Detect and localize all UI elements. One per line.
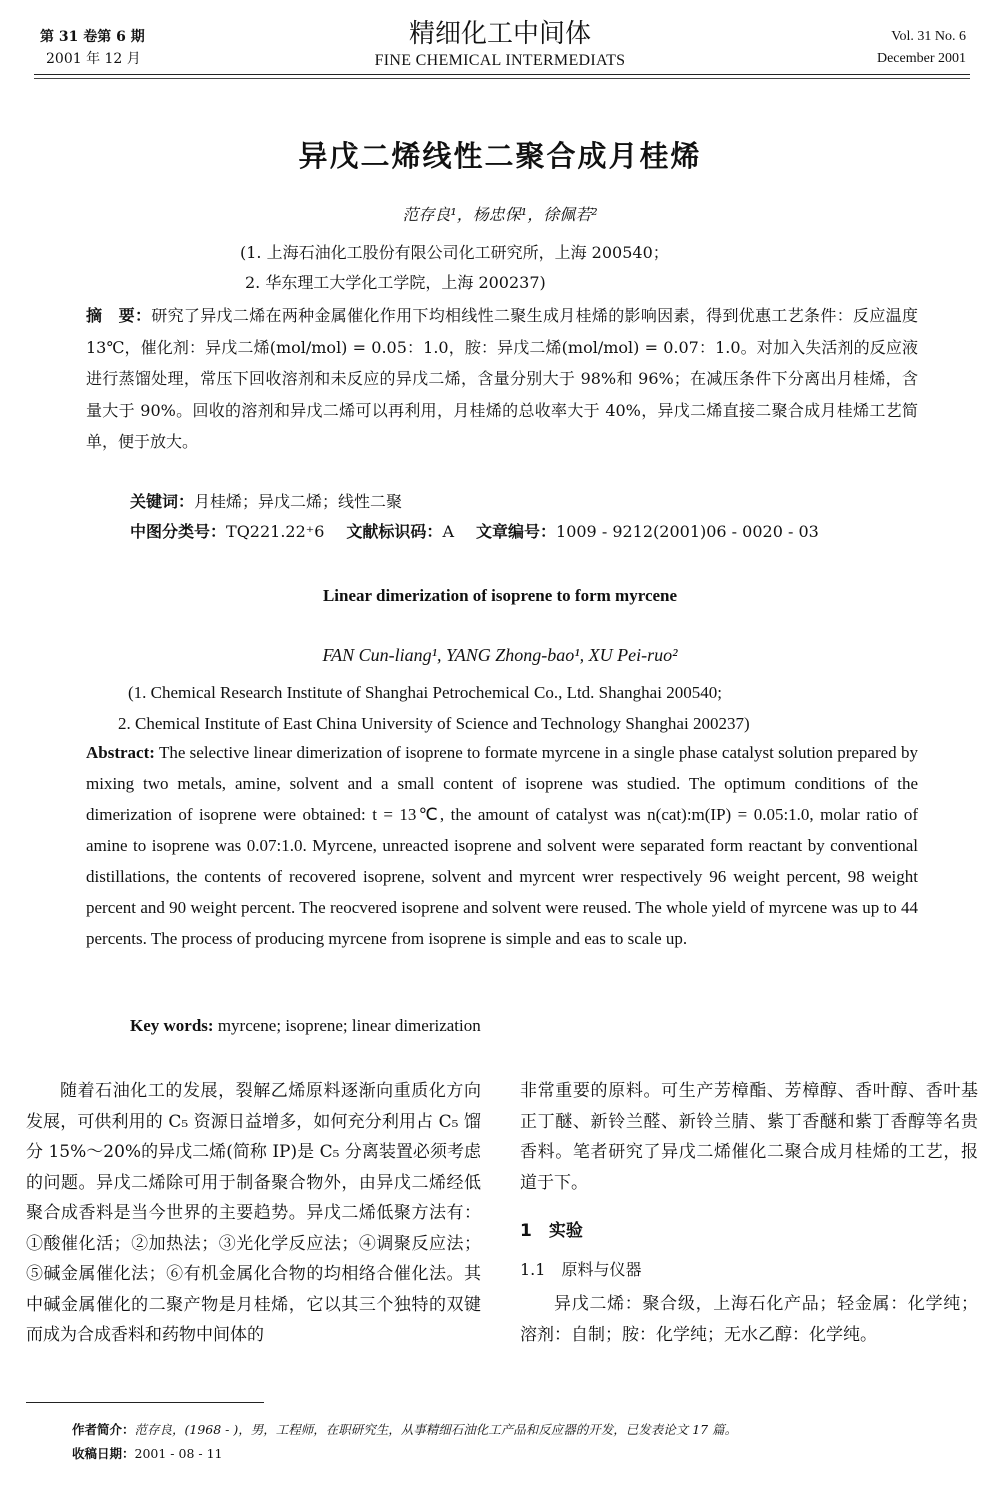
journal-title-en: FINE CHEMICAL INTERMEDIATS xyxy=(374,52,626,69)
footnote xyxy=(72,1418,737,1466)
authors-cn: 范存良¹，杨忠保¹，徐佩若² xyxy=(402,205,598,224)
article-title-en: Linear dimerization of isoprene to form myrcene xyxy=(322,586,678,605)
date-cn: 2001 年 12 月 xyxy=(46,51,141,67)
affiliation-en-1: (1. Chemical Research Institute of Shanghai Petrochemical Co., Ltd. Shanghai 200540; xyxy=(128,683,722,702)
received-label: 收稿日期： xyxy=(72,1446,135,1461)
header-rule-thin xyxy=(34,78,970,79)
keywords-en-label: Key words: xyxy=(130,1016,214,1035)
article-no-label: 文章编号： xyxy=(476,522,557,541)
affiliations-en xyxy=(118,677,750,739)
abstract-cn-label: 摘 要： xyxy=(86,306,152,325)
date-en: December 2001 xyxy=(876,51,966,66)
bio-text: 范存良，(1968 - )，男，工程师，在职研究生，从事精细石油化工产品和反应器的开发，已发表论文 17 篇。 xyxy=(134,1422,738,1437)
header-volume-en xyxy=(877,26,966,70)
footnote-rule xyxy=(26,1402,264,1403)
doc-code-value: A xyxy=(442,522,454,541)
affiliation-en-2: 2. Chemical Institute of East China University of Science and Technology Shanghai 200237) xyxy=(118,714,750,733)
keywords-en-text: myrcene; isoprene; linear dimerization xyxy=(217,1016,481,1035)
abstract-cn-text: 研究了异戊二烯在两种金属催化作用下均相线性二聚生成月桂烯的影响因素，得到优惠工艺条件：反应温度 13℃，催化剂：异戊二烯(mol/mol) = 0.05：1.0，胺：异戊二烯(mol/mol) = 0.07：1.0。对加入失活剂的反应液进行蒸馏处理，常压下回收溶剂和未反应的异戊二烯，含量分别大于 98%和 96%；在减压条件下分离出月桂烯，含量大于 90%。回收的溶剂和异戊二烯可以再利用，月桂烯的总收率大于 40%，异戊二烯直接二聚合成月桂烯工艺简单，便于放大。 xyxy=(86,306,918,451)
bio-label: 作者简介： xyxy=(72,1422,135,1437)
keywords-en xyxy=(130,1016,481,1036)
authors-en: FAN Cun-liang¹, YANG Zhong-bao¹, XU Pei-ruo² xyxy=(322,645,678,665)
abstract-en xyxy=(86,737,918,954)
classification-line xyxy=(130,520,819,544)
doc-code-label: 文献标识码： xyxy=(346,522,443,541)
body-column-left xyxy=(26,1076,481,1351)
keywords-cn xyxy=(130,490,402,514)
article-no-value: 1009 - 9212(2001)06 - 0020 - 03 xyxy=(556,522,819,541)
abstract-en-label: Abstract: xyxy=(86,743,155,762)
received-date: 2001 - 08 - 11 xyxy=(134,1446,223,1461)
keywords-cn-label: 关键词： xyxy=(130,492,195,511)
affiliation-cn-2: 2. 华东理工大学化工学院，上海 200237) xyxy=(245,273,546,292)
body-paragraph-materials: 异戊二烯：聚合级，上海石化产品；轻金属：化学纯；溶剂：自制；胺：化学纯；无水乙醇：化学纯。 xyxy=(520,1294,978,1345)
body-column-right xyxy=(520,1076,978,1350)
author-bio xyxy=(72,1418,737,1442)
affiliations-cn xyxy=(240,238,669,298)
abstract-en-text: The selective linear dimerization of isoprene to formate myrcene in a single phase catalyst solution prepared by mixing two metals, amine, solvent and a small content of isoprene was studied. The optimum conditions of the dimerization of isoprene were obtained: t = 13℃, the amount of catalyst was n(cat):m(IP) = 0.05:1.0, molar ratio of amine to isoprene was 0.07:1.0. Myrcene, unreacted isoprene and solvent were separated form reactant by conventional distillations, the contents of recovered isoprene, solvent and myrcent wrer respectively 96 weight percent, 98 weight percent and 90 weight percent. The reocvered isoprene and solvent were reused. The whole yield of myrcene was up to 44 percents. The process of producing myrcene from isoprene is simple and eas to scale up. xyxy=(86,743,918,948)
keywords-cn-text: 月桂烯；异戊二烯；线性二聚 xyxy=(194,492,403,511)
affiliation-cn-1: (1. 上海石油化工股份有限公司化工研究所，上海 200540； xyxy=(240,243,669,262)
article-title-cn: 异戊二烯线性二聚合成月桂烯 xyxy=(298,139,702,173)
volume-en: Vol. 31 No. 6 xyxy=(891,29,966,44)
section-heading-1: 1 实验 xyxy=(520,1221,583,1241)
section-heading-1-1: 1.1 原料与仪器 xyxy=(520,1259,642,1279)
body-paragraph-intro: 随着石油化工的发展，裂解乙烯原料逐渐向重质化方向发展，可供利用的 C₅ 资源日益增多，如何充分利用占 C₅ 馏分 15%～20%的异戊二烯(简称 IP)是 C₅ 分离装置必须考虑的问题。异戊二烯除可用于制备聚合物外，由异戊二烯经低聚合成香料是当今世界的主要趋势。异戊二烯低聚方法有：①酸催化活；②加热法；③光化学反应法；④调聚反应法；⑤碱金属催化法；⑥有机金属化合物的均相络合催化法。其中碱金属催化的二聚产物是月桂烯，它以其三个独特的双键而成为合成香料和药物中间体的 xyxy=(26,1081,481,1345)
header-rule xyxy=(34,74,970,75)
clc-label: 中图分类号： xyxy=(130,522,227,541)
volume-cn: 第 31 卷第 6 期 xyxy=(40,29,145,45)
journal-masthead xyxy=(0,18,1000,72)
abstract-cn xyxy=(86,300,918,458)
body-paragraph-continued: 非常重要的原料。可生产芳樟酯、芳樟醇、香叶醇、香叶基正丁醚、新铃兰醛、新铃兰腈、紫丁香醚和紫丁香醇等名贵香料。笔者研究了异戊二烯催化二聚合成月桂烯的工艺，报道于下。 xyxy=(520,1081,978,1193)
received-date-line xyxy=(72,1442,737,1466)
clc-value: TQ221.22⁺6 xyxy=(226,522,325,541)
journal-title-cn: 精细化工中间体 xyxy=(408,19,591,49)
